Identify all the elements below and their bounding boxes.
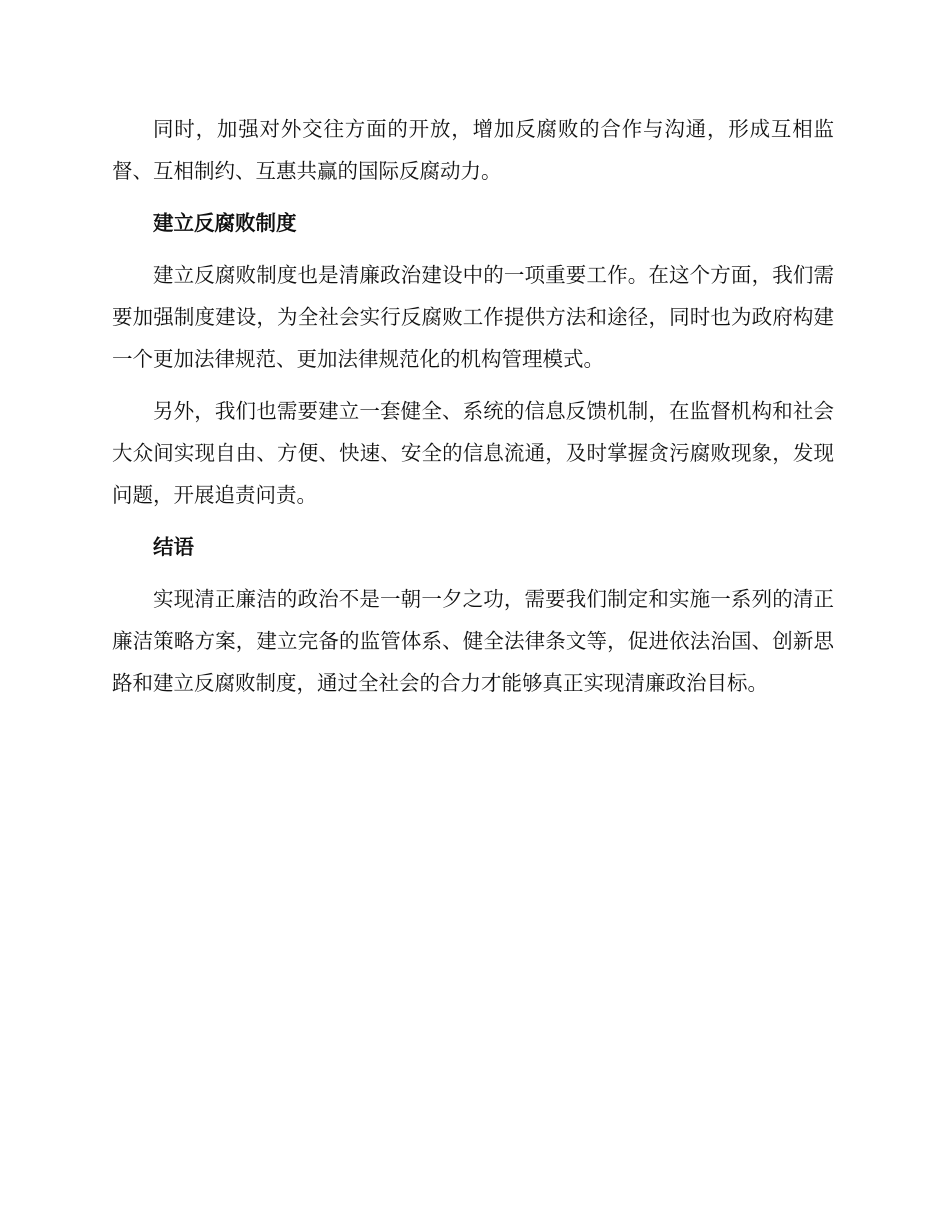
paragraph-system-building: 建立反腐败制度也是清廉政治建设中的一项重要工作。在这个方面，我们需要加强制度建设，为全社会实行反腐败工作提供方法和途径，同时也为政府构建一个更加法律规范、更加法律规范化的机构管理模式。: [112, 263, 834, 371]
paragraph-conclusion: 实现清正廉洁的政治不是一朝一夕之功，需要我们制定和实施一系列的清正廉洁策略方案，建立完备的监管体系、健全法律条文等，促进依法治国、创新思路和建立反腐败制度，通过全社会的合力才能够真正实现清廉政治目标。: [112, 587, 834, 695]
paragraph-feedback-mechanism: 另外，我们也需要建立一套健全、系统的信息反馈机制，在监督机构和社会大众间实现自由、方便、快速、安全的信息流通，及时掌握贪污腐败现象，发现问题，开展追责问责。: [112, 399, 834, 507]
document-body: [112, 108, 834, 714]
section-heading-conclusion: 结语: [153, 535, 194, 559]
section-heading-anti-corruption-system: 建立反腐败制度: [153, 211, 297, 235]
paragraph-international-cooperation: 同时，加强对外交往方面的开放，增加反腐败的合作与沟通，形成互相监督、互相制约、互惠共赢的国际反腐动力。: [112, 117, 834, 183]
